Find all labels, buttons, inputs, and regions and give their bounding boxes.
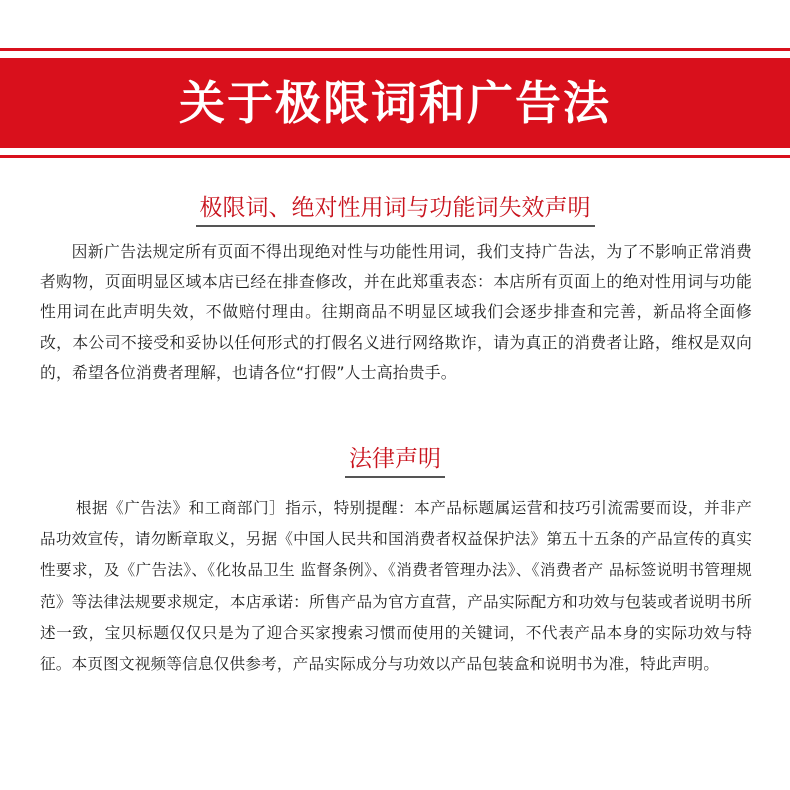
banner-bar (0, 58, 790, 148)
section-body-disclaimer: 因新广告法规定所有页面不得出现绝对性与功能性用词，我们支持广告法，为了不影响正常消费者购物，页面明显区域本店已经在排查修改，并在此郑重表态：本店所有页面上的绝对性用词与功能性用词在此声明失效，不做赔付理由。往期商品不明显区域我们会逐步排查和完善，新品将全面修改，本公司不接受和妥协以任何形式的打假名义进行网络欺诈，请为真正的消费者让路，维权是双向的，希望各位消费者理解，也请各位“打假”人士高抬贵手。 (40, 242, 752, 382)
section-heading-disclaimer: 极限词、绝对性用词与功能词失效声明 (196, 193, 595, 227)
section-body-legal: 根据《广告法》和工商部门］指示，特别提醒：本产品标题属运营和技巧引流需要而设，并非产品功效宣传，请勿断章取义，另据《中国人民共和国消费者权益保护法》第五十五条的产品宣传的真实性要求，及《广告法》、《化妆品卫生 监督条例》、《消费者管理办法》、《消费者产 品标签说明书管理规范》等法律法规要求规定，本店承诺：所售产品为官方直营，产品实际配方和功效与包装或者说明书所述一致，宝贝标题仅仅只是为了迎合买家搜索习惯而使用的关键词，不代表产品本身的实际功效与特征。本页图文视频等信息仅供参考，产品实际成分与功效以产品包装盒和说明书为准，特此声明。 (40, 499, 752, 674)
header-banner (0, 48, 790, 158)
section-heading-wrapper-2 (0, 444, 790, 478)
banner-top-rule (0, 48, 790, 51)
banner-bottom-rule (0, 155, 790, 158)
section-heading-legal: 法律声明 (345, 444, 445, 478)
section-heading-wrapper-1 (0, 193, 790, 227)
page-title: 关于极限词和广告法 (179, 76, 611, 130)
